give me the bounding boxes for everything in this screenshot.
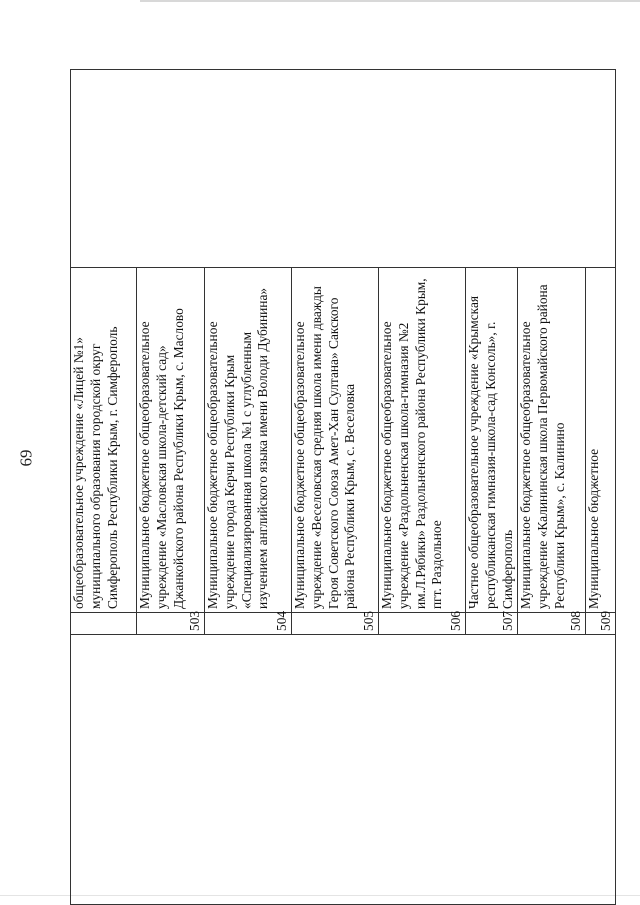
document-sheet	[70, 70, 615, 905]
table-row	[71, 70, 137, 905]
institution-name: Муниципальное бюджетное общеобразовательное учреждение «Калининская школа Первомайского района Республики Крым», с. Калинино	[518, 268, 586, 613]
institution-name: Муниципальное бюджетное общеобразовательное учреждение «Веселовская средняя школа имени дважды Героя Советского Союза Амет-Хан Султана» Сакского района Республики Крым, с. Веселовка	[292, 268, 379, 613]
row-number: 503	[137, 613, 205, 635]
page-number: 69	[16, 449, 36, 467]
rotated-page	[70, 70, 615, 905]
row-number	[71, 613, 137, 635]
row-number: 507	[466, 613, 518, 635]
empty-cell	[71, 635, 616, 905]
institution-name: Муниципальное бюджетное общеобразовательное учреждение города Керчи Республики Крым «Специализированная школа №1 с углубленным изучением английского языка имени Володи Дубинина»	[205, 268, 292, 613]
row-number: 504	[205, 613, 292, 635]
institution-name: Муниципальное бюджетное общеобразовательное учреждение «Раздольненская школа-гимназия №2 им.Л.Рябики» Раздольненского района Республики Крым, пгт. Раздольное	[379, 268, 466, 613]
institution-name: Муниципальное бюджетное общеобразовательное учреждение «Масловская школа-детский сад» Джанкойского района Республики Крым, с. Маслово	[137, 268, 205, 613]
empty-cell	[71, 70, 616, 268]
row-number: 509	[586, 613, 616, 635]
institution-name: Муниципальное бюджетное	[586, 268, 616, 613]
scan-edge-mark	[140, 0, 640, 2]
institution-name: Частное общеобразовательное учреждение «Крымская республиканская гимназия-школа-сад Консоль», г. Симферополь	[466, 268, 518, 613]
registry-table	[70, 69, 616, 905]
row-number: 506	[379, 613, 466, 635]
row-number: 505	[292, 613, 379, 635]
institution-name: общеобразовательное учреждение «Лицей №1» муниципального образования городской округ Симферополь Республики Крым, г. Симферополь	[71, 268, 137, 613]
row-number: 508	[518, 613, 586, 635]
